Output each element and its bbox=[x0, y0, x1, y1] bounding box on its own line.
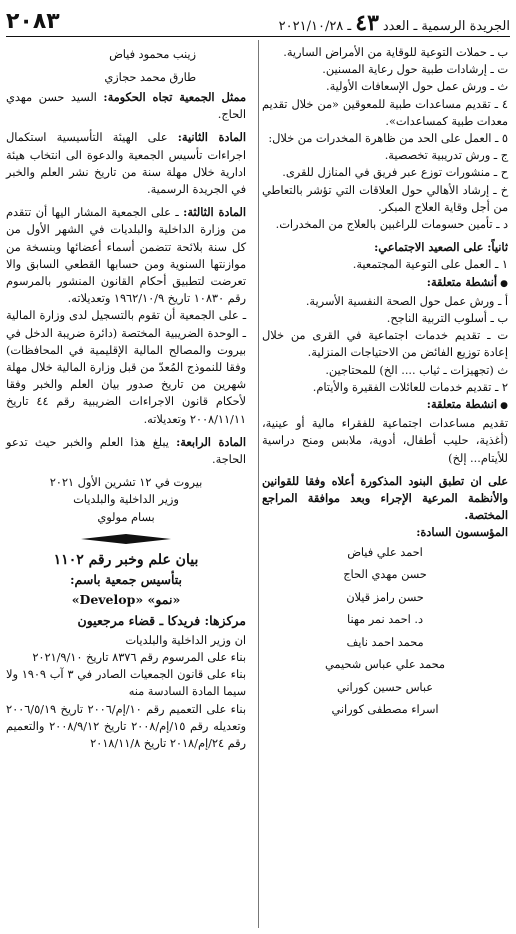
issue-date: ـ ٢٠٢١/١٠/٢٨ bbox=[278, 19, 352, 34]
list-item: ٢ ـ تقديم خدمات للعائلات الفقيرة والأيتام. bbox=[312, 380, 508, 394]
list-item: خ ـ إرشاد الأهالي حول العلاقات التي تؤشر بالتعاطي من أجل وقاية العلاج المبكر. bbox=[262, 183, 508, 214]
article-label: المادة الرابعة: bbox=[176, 434, 246, 449]
founder-name: طارق محمد حجازي bbox=[104, 70, 196, 84]
list-item: ث ـ ورش عمل حول الإسعافات الأولية. bbox=[326, 80, 508, 94]
representative-name: السيد حسن مهدي الحاج. bbox=[6, 91, 246, 122]
list-item: ت ـ إرشادات طبية حول رعاية المسنين. bbox=[322, 63, 508, 77]
founder-name: حسن رامز قيلان bbox=[346, 590, 424, 604]
founder-name: حسن مهدي الحاج bbox=[343, 568, 427, 582]
founder-name: احمد علي فياض bbox=[347, 545, 423, 559]
section-separator-ornament bbox=[81, 534, 171, 544]
founder-name: محمد احمد نايف bbox=[346, 635, 424, 649]
signoff-date: بيروت في ١٢ تشرين الأول ٢٠٢١ bbox=[49, 476, 203, 490]
activities-label: ● انشطة متعلقة: bbox=[262, 396, 508, 415]
founders-label: المؤسسون السادة: bbox=[416, 525, 508, 540]
founder-name: زينب محمود فياض bbox=[109, 48, 196, 61]
article-label: المادة الثانية: bbox=[177, 130, 246, 145]
founders-continued bbox=[6, 44, 246, 89]
association-name: «نمو» «Develop» bbox=[71, 591, 181, 607]
issue-number: ٤٣ bbox=[355, 10, 379, 36]
announcement-title: بيان علم وخبر رقم ١١٠٢ bbox=[53, 551, 199, 568]
activities-label: ● أنشطة متعلقة: bbox=[262, 274, 508, 293]
representative-label: ممثل الجمعية تجاه الحكومة: bbox=[103, 90, 247, 104]
list-item: ج ـ ورش تدريبية تخصصية. bbox=[384, 149, 508, 163]
article-text: ـ على الجمعية المشار اليها أن تتقدم من وزارة الداخلية والبلديات في الشهر الأول من كل سنة بلائحة تتضمن أسماء أعضائها وبنسخة من موازنتها السنوية ومن حسابها القطعي السابق والا تعرضت لتطبيق أحكام القانون المنشور بالمرسوم رقم ١٠٨٣٠ تاريخ ١٩٦٢/١٠/٩ وتعديلاته. bbox=[6, 206, 246, 306]
list-item: ٤ ـ تقديم مساعدات طبية للمعوقين «من خلال تقديم معدات طبية كمساعدات». bbox=[262, 97, 508, 128]
list-item: ث (تجهيزات ـ ثياب .... الخ) للمحتاجين. bbox=[325, 363, 508, 377]
founder-name: اسراء مصطفى كوراني bbox=[331, 703, 439, 717]
article-text: على الهيئة التأسيسية استكمال اجراءات تأسيس الجمعية والدعوة الى انتخاب هيئة ادارية خلال مهلة سنة من تاريخ نشر العلم والخبر في الجريدة الرسمية. bbox=[6, 131, 246, 197]
basis-paragraph: بناء على المرسوم رقم ٨٣٧٦ تاريخ ٢٠٢١/٩/١٠ bbox=[32, 651, 246, 665]
compliance-note: على ان تطبق البنود المذكورة أعلاه وفقا للقوانين والأنظمة المرعية الإجراء وبعد موافقة المراجع المختصة. bbox=[262, 473, 508, 523]
representative bbox=[6, 89, 246, 123]
list-item: ت ـ تقديم خدمات اجتماعية في القرى من خلال إعادة توزيع الفائض من الاحتياجات المنزلية. bbox=[262, 329, 508, 360]
gazette-name: الجريدة الرسمية ـ العدد bbox=[382, 19, 510, 34]
section-heading: ثانياً: على الصعيد الاجتماعي: bbox=[374, 240, 508, 255]
gazette-title bbox=[279, 12, 510, 34]
article-label: المادة الثالثة: bbox=[183, 205, 246, 220]
basis-paragraph: بناء على التعميم رقم ١٠/إم/٢٠٠٦ تاريخ ٢٠٠٦/٥/١٩ وتعديله رقم ١٥/إم/٢٠٠٨ تاريخ ٢٠٠٨/٩/١٢ والتعميم رقم ٢٤/إم/٢٠١٨ تاريخ ٢٠١٨/١١/٨ bbox=[6, 702, 246, 751]
announcement-subtitle: بتأسيس جمعية باسم: bbox=[69, 571, 183, 587]
list-item: أ ـ ورش عمل حول الصحة النفسية الأسرية. bbox=[305, 294, 508, 308]
article-2 bbox=[6, 129, 246, 198]
list-item: ح ـ منشورات توزع عبر فريق في المنازل للقرى. bbox=[282, 166, 508, 180]
founder-name: محمد علي عباس شحيمي bbox=[325, 658, 445, 672]
left-column bbox=[6, 44, 246, 752]
article-3-part2: ـ على الجمعية أن تقوم بالتسجيل لدى وزارة المالية ـ الوحدة الضريبية المختصة (دائرة ضريبة الدخل في بيروت والمصالح المالية الإقليمية في المحافظات) وفقا للنموذج المُعدّ من قبل وزارة المالية خلال مهلة شهرين من تاريخ صدور بيان العلم والخبر وفقا لأحكام قانون الاجراءات الضريبية رقم ٤٤ تاريخ ٢٠٠٨/١١/١١ وتعديلاته. bbox=[6, 309, 246, 426]
article-text: يبلغ هذا العلم والخبر حيث تدعو الحاجة. bbox=[6, 435, 246, 467]
signoff-title: وزير الداخلية والبلديات bbox=[73, 493, 179, 507]
right-column bbox=[262, 44, 508, 722]
issuer-line: ان وزير الداخلية والبلديات bbox=[125, 633, 246, 647]
founder-name: عباس حسين كوراني bbox=[336, 680, 433, 694]
signoff-name: بسام مولوي bbox=[97, 510, 155, 524]
article-4 bbox=[6, 434, 246, 468]
page-header bbox=[6, 4, 510, 37]
page-number: ٢٠٨٣ bbox=[6, 9, 60, 34]
list-item: ب ـ حملات التوعية للوقاية من الأمراض السارية. bbox=[283, 46, 508, 59]
founder-name: د. احمد نمر مهنا bbox=[347, 613, 423, 627]
list-item: د ـ تأمين حسومات للراغبين بالعلاج من المخدرات. bbox=[275, 218, 508, 232]
column-divider bbox=[258, 40, 259, 928]
list-item: ٥ ـ العمل على الحد من ظاهرة المخدرات من خلال: bbox=[268, 132, 508, 146]
founders-list bbox=[262, 542, 508, 722]
association-location: مركزها: فريدكا ـ قضاء مرجعيون bbox=[77, 612, 246, 628]
list-item: ب ـ أسلوب التربية الناجح. bbox=[386, 312, 508, 326]
basis-paragraph: بناء على قانون الجمعيات الصادر في ٣ آب ١٩٠٩ ولا سيما المادة السادسة منه bbox=[6, 668, 246, 699]
aid-text: تقديم مساعدات اجتماعية للفقراء مالية أو عينية، (أغذية، حليب أطفال، أدوية، ملابس ومنح دراسية للأيتام... إلخ) bbox=[262, 417, 508, 465]
article-3 bbox=[6, 204, 246, 307]
list-item: ١ ـ العمل على التوعية المجتمعية. bbox=[352, 258, 508, 272]
